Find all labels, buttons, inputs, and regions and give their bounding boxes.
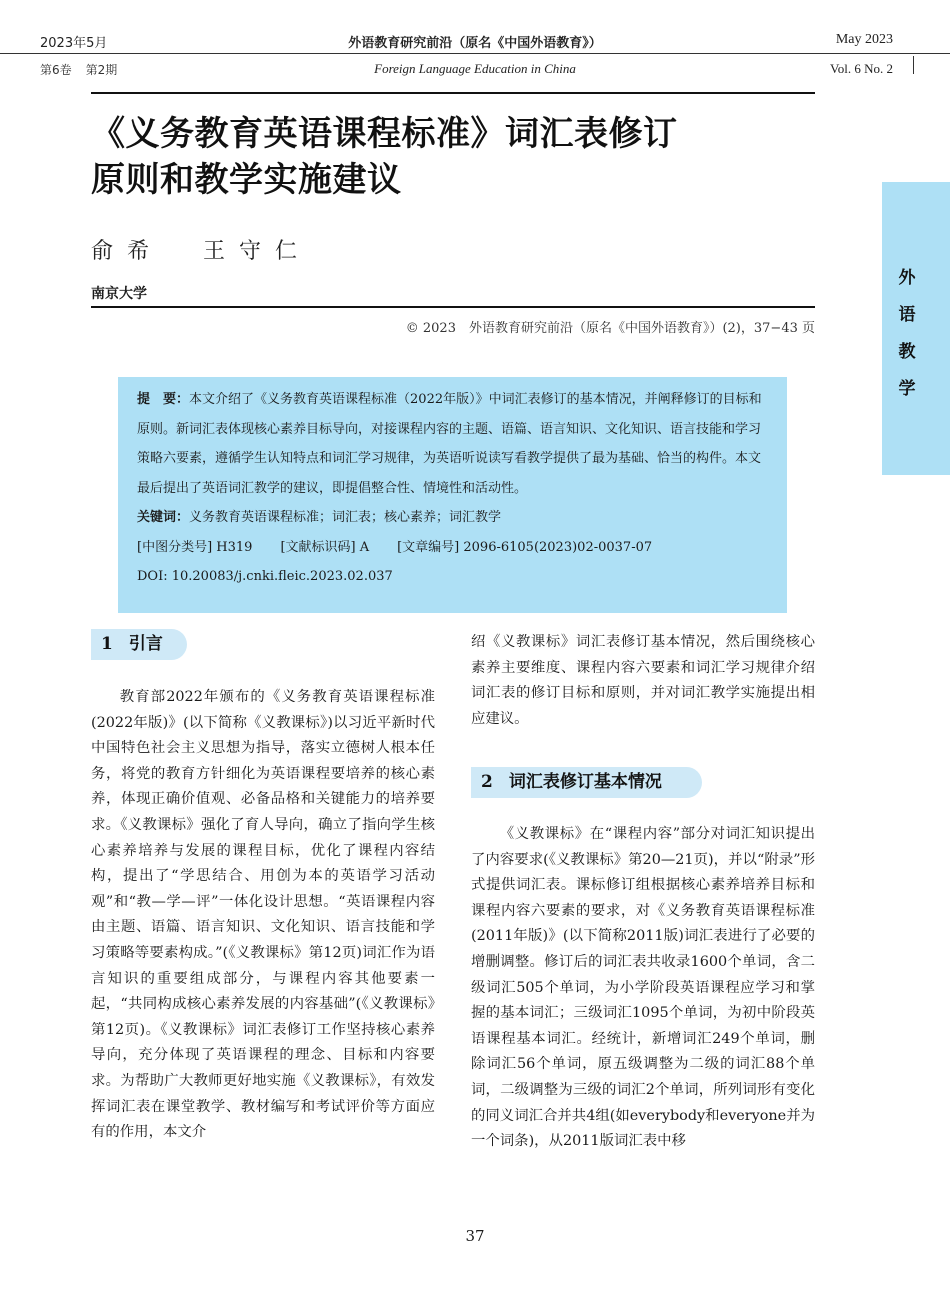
authors [91,234,351,265]
citation-line: © 2023 外语教育研究前沿（原名《中国外语教育》）(2)，37−43 页 [405,321,815,336]
title-line-1: 《义务教育英语课程标准》词汇表修订 [91,114,678,154]
header-journal-en: Foreign Language Education in China [374,61,576,76]
title-top-rule [91,92,815,94]
affiliation-rule [91,306,815,308]
affiliation: 南京大学 [91,286,147,302]
section-1-body [91,685,435,1146]
side-tab-text [882,260,932,408]
document-code: [文献标识码] A [280,539,370,555]
side-tab-char: 教 [898,342,916,362]
section-1-heading [91,629,187,660]
abstract-box [118,377,787,613]
doi-line: DOI: 10.20083/j.cnki.fleic.2023.02.037 [137,569,393,584]
section-2-body [471,822,815,1155]
abstract-text: 本文介绍了《义务教育英语课程标准（2022年版）》中词汇表修订的基本情况，并阐释修订的目标和原则。新词汇表体现核心素养目标导向，对接课程内容的主题、语篇、语言知识、文化知识、语言技能和学习策略六要素，遵循学生认知特点和词汇学习规律，为英语听说读写看教学提供了最为基础、恰当的构件。本文最后提出了英语词汇教学的建议，即提倡整合性、情境性和活动性。 [137,392,762,496]
side-tab-char: 学 [898,379,916,399]
section-1-number: 1 [101,634,113,654]
section-1-paragraph: 教育部2022年颁布的《义务教育英语课程标准(2022年版)》(以下简称《义教课标》)以习近平新时代中国特色社会主义思想为指导，落实立德树人根本任务，将党的教育方针细化为英语课程要培养的核心素养，体现正确价值观、必备品格和关键能力的培养要求。《义教课标》强化了育人导向，确立了指向学生核心素养培养与发展的课程目标，优化了课程内容结构，提出了“学思结合、用创为本的英语学习活动观”和“教—学—评”一体化设计思想。“英语课程内容由主题、语篇、语言知识、文化知识、语言技能和学习策略等要素构成。”(《义教课标》第12页)词汇作为语言知识的重要组成部分，与课程内容其他要素一起，“共同构成核心素养发展的内容基础”(《义教课标》第12页)。《义教课标》词汇表修订工作坚持核心素养导向，充分体现了英语课程的理念、目标和内容要求。为帮助广大教师更好地实施《义教课标》，有效发挥词汇表在课堂教学、教材编写和考试评价等方面应有的作用，本文介 [91,689,435,1141]
header-rule [0,53,950,54]
keywords-line: 关键词：义务教育英语课程标准；词汇表；核心素养；词汇教学 [137,510,502,525]
header-divider [913,56,914,74]
header-vol-en: Vol. 6 No. 2 [830,61,893,76]
header-date-cn: 2023年5月 [40,36,108,51]
page-number: 37 [465,1227,485,1245]
abstract-paragraph: 提 要：本文介绍了《义务教育英语课程标准（2022年版）》中词汇表修订的基本情况，并阐释修订的目标和原则。新词汇表体现核心素养目标导向，对接课程内容的主题、语篇、语言知识、文化知识、语言技能和学习策略六要素，遵循学生认知特点和词汇学习规律，为英语听说读写看教学提供了最为基础、恰当的构件。本文最后提出了英语词汇教学的建议，即提倡整合性、情境性和活动性。 [137,392,762,496]
header-issue: 第2期 [85,63,118,77]
section-1-continuation [471,630,815,732]
header-volume: 第6卷 [40,63,72,77]
section-2-paragraph: 《义教课标》在“课程内容”部分对词汇知识提出了内容要求(《义教课标》第20—21页)，并以“附录”形式提供词汇表。课标修订组根据核心素养培养目标和课程内容六要素的要求，对《义务教育英语课程标准(2011年版)》(以下简称2011版)词汇表进行了必要的增删调整。修订后的词汇表共收录1600个单词，含二级词汇505个单词，为小学阶段英语课程应学习和掌握的基本词汇；三级词汇1095个单词，为初中阶段英语课程基本词汇。经统计，新增词汇249个单词，删除词汇56个单词，原五级调整为二级的词汇88个单词，二级调整为三级的词汇2个单词，所列词形有变化的同义词汇合并共4组(如everybody和everyone并为一个词条)，从2011版词汇表中移 [471,826,815,1150]
side-tab-char: 语 [898,305,916,325]
side-category-tab [882,182,950,475]
section-1-title: 引言 [128,634,163,654]
keywords-label: 关键词 [137,510,177,525]
section-2-heading [471,767,702,798]
section-1-paragraph-cont: 绍《义教课标》词汇表修订基本情况，然后围绕核心素养主要维度、课程内容六要素和词汇学习规律介绍词汇表的修订目标和原则，并对词汇教学实施提出相应建议。 [471,634,815,727]
section-2-title: 词汇表修订基本情况 [508,772,662,792]
classification-line [137,533,770,563]
article-title [91,111,791,203]
header-journal-cn: 外语教育研究前沿（原名《中国外语教育》） [348,36,602,51]
author-2: 王守仁 [203,239,312,264]
header-date-en: May 2023 [835,32,893,47]
side-tab-char: 外 [898,268,916,288]
author-1: 俞希 [91,239,164,264]
keywords-text: 义务教育英语课程标准；词汇表；核心素养；词汇教学 [189,510,502,525]
section-2-number: 2 [481,772,493,792]
title-line-2: 原则和教学实施建议 [91,160,402,200]
abstract-label: 提 要 [137,392,177,407]
clc-code: [中图分类号] H319 [137,539,253,555]
article-number: [文章编号] 2096-6105(2023)02-0037-07 [397,539,653,555]
